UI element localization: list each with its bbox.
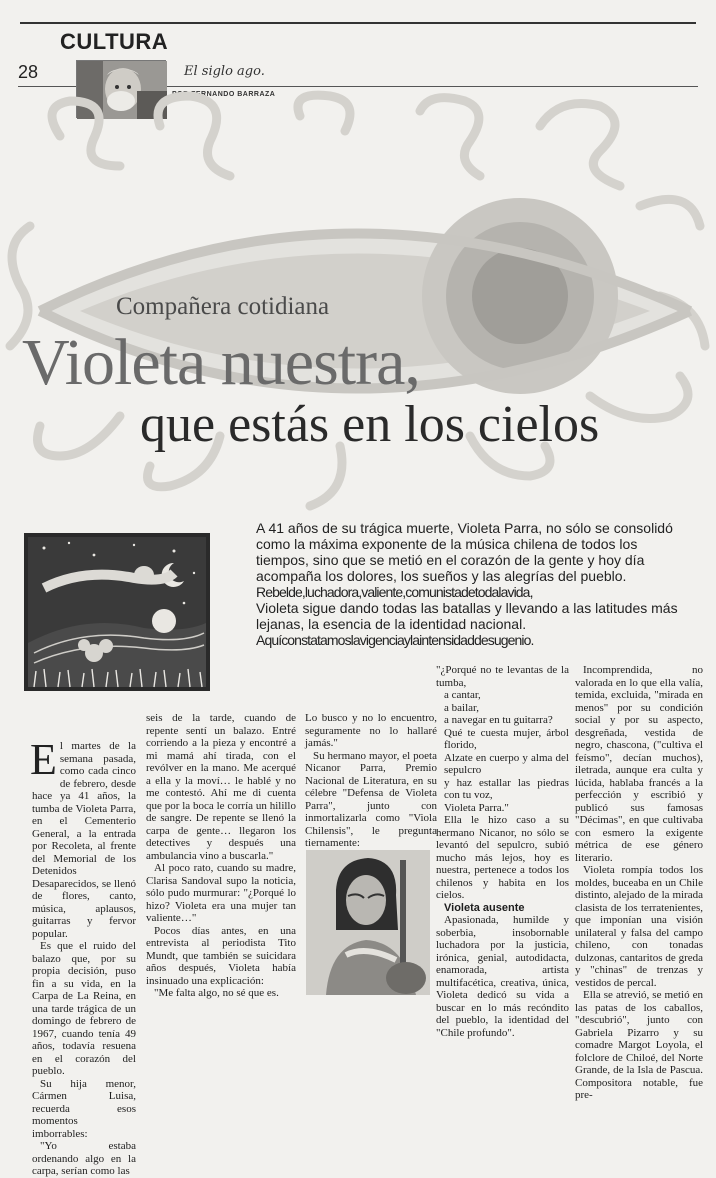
lead-line-2: Rebelde,luchadora,valiente,comunistadetodalavida, xyxy=(256,584,533,600)
paragraph: Violeta rompía todos los moldes, buceaba en un Chile distinto, alejado de la mirada clasista de los terratenientes, que imponían una visión unilateral y falsa del campo chileno, con tonadas dulzonas, cantaritos de greda y "chinas" de trenzas y vestidos de percal. xyxy=(575,864,703,989)
paragraph: "Me falta algo, no sé que es. xyxy=(154,987,279,999)
paragraph: Apasionada, humilde y soberbia, insobornable luchadora por la justicia, irónica, genial, autodidacta, enamorada, artista multifacética, creativa, única, Violeta dedicó su vida a buscar en lo más recóndito del pueblo, la identidad del "Chile profundo". xyxy=(436,914,569,1039)
paragraph: Ella se atrevió, se metió en las patas de los caballos, "descubrió", junto con Gabriela Pizarro y su comadre Margot Loyola, el folclore de Chiloé, del Norte Grande, de la Isla de Pascua. Compositora notable, fue pre- xyxy=(575,989,703,1101)
lead-line-4: Aquíconstatamoslavigenciaylaintensidaddesugenio. xyxy=(256,632,534,648)
paragraph: Pocos días antes, en una entrevista al periodista Tito Mundt, que también se suicidara años después, Violeta había insinuado una explicación: xyxy=(146,924,296,987)
paragraph: seis de la tarde, cuando de repente sentí un balazo. Entré corriendo a la pieza y encontré a mi mamá ahí tirada, con el revólver en la mano. Me acerqué a ella y la moví… le hablé y no me contestó. Ahí me di cuenta que por la boca le corría un hilillo de sangre. De repente se llenó la carpa de gente… llegaron los detectives y después una ambulancia vino a buscarla." xyxy=(146,712,296,862)
lead-paragraph xyxy=(256,520,690,648)
paragraph: Incomprendida, no valorada en lo que ella valía, temida, excluida, "mirada en menos" por su condición social y por su aspecto, desgreñada, vestida de negro, chascona, ("cultiva el feísmo", decían muchos), iletrada, aunque era culta y lúcida, hablaba francés a la perfección y escribió y publicó sus famosas "Décimas", en que cultivaba con esmero la exigente métrica de ese género literario. xyxy=(575,664,703,864)
article-column-2 xyxy=(146,712,296,1000)
poem-line: Violeta Parra." xyxy=(444,801,509,814)
paragraph: Al poco rato, cuando su madre, Clarisa Sandoval supo la noticia, sólo pudo murmurar: "¿Porqué lo hizo? Violeta era una mujer tan valiente…" xyxy=(146,862,296,924)
article-column-4 xyxy=(436,664,569,1039)
article-column-1 xyxy=(30,735,136,1178)
top-rule xyxy=(20,22,696,24)
paragraph: "Yo estaba ordenando algo en la carpa, serían como las xyxy=(32,1140,136,1177)
headline-line-2: que estás en los cielos xyxy=(140,396,600,453)
article-column-5 xyxy=(575,664,703,1102)
page-number: 28 xyxy=(18,62,39,82)
subheading: Violeta ausente xyxy=(444,901,525,914)
drop-cap: E xyxy=(30,735,57,784)
kicker: Compañera cotidiana xyxy=(116,293,330,320)
poem-line: Alzate en cuerpo y alma del sepulcro xyxy=(444,751,569,776)
poem-line: "¿Porqué no te levantas de la tumba, xyxy=(436,664,569,689)
section-title: CULTURA xyxy=(60,29,169,54)
poem-line: a cantar, xyxy=(444,689,481,701)
poem-line: a navegar en tu guitarra? xyxy=(444,714,553,726)
woodcut-illustration xyxy=(24,533,210,691)
paragraph: Ella le hizo caso a su hermano Nicanor, no sólo se levantó del sepulcro, subió mucho más lejos, hoy es nuestra, pertenece a todos los chilenos y habita en los cielos. xyxy=(436,814,569,901)
paragraph: Su hermano mayor, el poeta Nicanor Parra, Premio Nacional de Literatura, en su célebre "Defensa de Violeta Parra", junto con inmortalizarla como "Viola Chilensis", le pregunta tiernamente: xyxy=(305,749,437,849)
article-column-3 xyxy=(305,712,437,850)
column-logo: El siglo ago. xyxy=(184,64,265,79)
eye-illustration xyxy=(0,96,716,516)
poem-line: a bailar, xyxy=(444,701,479,714)
poem-line: Qué te cuesta mujer, árbol florido, xyxy=(444,726,569,751)
violeta-parra-photo xyxy=(306,850,430,995)
lead-line-3: Violeta sigue dando todas las batallas y llevando a las latitudes más lejanas, la esencia de la identidad nacional. xyxy=(256,600,678,632)
lead-line-1: A 41 años de su trágica muerte, Violeta Parra, no sólo se consolidó como la máxima exponente de la música chilena de todos los tiempos, sino que se metió en el corazón de la gente y hoy día acompaña los dolores, los sueños y las alegrías del pueblo. xyxy=(256,520,673,584)
paragraph: Lo busco y no lo encuentro, seguramente no lo hallaré jamás." xyxy=(305,712,437,749)
byline: POR FERNANDO BARRAZA xyxy=(172,91,276,98)
paragraph: l martes de la semana pasada, como cada cinco de febrero, desde hace ya 41 años, la tumba de Violeta Parra, en el Cementerio General, a la entrada por Recoleta, al frente del Memorial de los Detenidos Desaparecidos, se llenó de flores, canto, música, aplausos, guitarras y fervor popular. xyxy=(32,740,136,940)
paragraph: Su hija menor, Cármen Luisa, recuerda esos momentos imborrables: xyxy=(32,1077,136,1140)
paragraph: Es que el ruido del balazo que, por su propia decisión, puso fin a su vida, en la Carpa de La Reina, en una tarde trágica de un domingo de febrero de 1967, cuando tenía 49 años, todavía resuena en el corazón del pueblo. xyxy=(32,940,136,1077)
headline-line-1: Violeta nuestra, xyxy=(22,326,420,399)
poem-line: y haz estallar las piedras con tu voz, xyxy=(444,776,569,801)
